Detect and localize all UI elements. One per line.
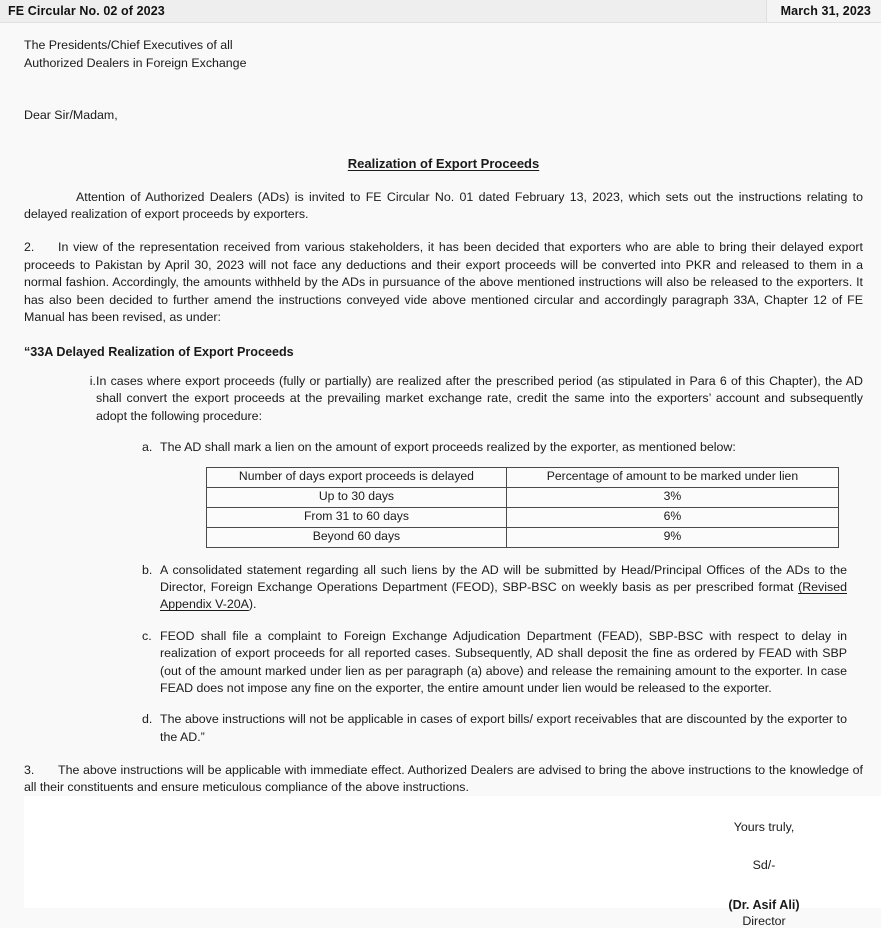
table-row <box>207 508 839 528</box>
list-marker-i: i. <box>89 373 96 388</box>
list-item-d-text: The above instructions will not be applicable in cases of export bills/ export receivables that are discounted by the exporter to the AD.” <box>160 712 847 744</box>
paragraph-2-number: 2. <box>24 240 35 255</box>
circular-reference: FE Circular No. 02 of 2023 <box>8 4 165 18</box>
list-item-a-text: The AD shall mark a lien on the amount of export proceeds realized by the exporter, as mentioned below: <box>160 439 736 454</box>
closing-salutation: Yours truly, <box>733 820 795 834</box>
list-item-i-text: In cases where export proceeds (fully or partially) are realized after the prescribed period (as stipulated in Para 6 of this Chapter), the AD shall convert the export proceeds at the prevailing market exchange rate, credit the same into the exporters’ account and subsequently adopt the following procedure: <box>96 373 863 423</box>
signature-footer <box>24 796 881 928</box>
table-header-row <box>207 468 839 488</box>
signature-column <box>624 796 881 928</box>
letter-body <box>0 23 881 833</box>
table-header-days: Number of days export proceeds is delayed <box>207 468 507 488</box>
list-item-b-text-part2: ). <box>248 597 257 612</box>
table-cell-percentage: 3% <box>506 488 838 508</box>
list-item-c <box>142 628 847 697</box>
roman-list <box>24 373 863 425</box>
paragraph-3-text: The above instructions will be applicable with immediate effect. Authorized Dealers are advised to bring the above instructions to the knowledge of all their constituents and ensure meticulous compliance of the above instructions. <box>24 762 863 795</box>
section-heading-33a: “33A Delayed Realization of Export Proceeds <box>24 345 294 360</box>
subject-line-wrap <box>24 155 863 172</box>
addressee-block <box>24 37 863 73</box>
signed-mark: Sd/- <box>752 858 776 872</box>
table-cell-days: From 31 to 60 days <box>207 508 507 528</box>
alpha-list <box>24 439 863 746</box>
paragraph-2-text: In view of the representation received from various stakeholders, it has been decided that exporters who are able to bring their delayed export proceeds to Pakistan by April 30, 2023 will not face any deductions and their export proceeds will be converted into PKR and released to them in a normal fashion. Accordingly, the amounts withheld by the ADs in pursuance of the above mentioned instructions will also be released to the exporters. It has also been decided to further amend the instructions conveyed vide above mentioned circular and accordingly paragraph 33A, Chapter 12 of FE Manual has been revised, as under: <box>24 240 863 324</box>
list-marker-c: c. <box>142 628 152 643</box>
table-cell-days: Up to 30 days <box>207 488 507 508</box>
table-row <box>207 527 839 547</box>
table-cell-percentage: 9% <box>506 527 838 547</box>
table-cell-percentage: 6% <box>506 508 838 528</box>
paragraph-3 <box>24 762 863 797</box>
document-header-band <box>0 0 881 23</box>
table-row <box>207 488 839 508</box>
header-date-cell <box>766 0 881 22</box>
list-item-i <box>52 373 863 425</box>
list-item-a <box>142 439 847 456</box>
paragraph-3-number: 3. <box>24 762 35 777</box>
revised-appendix-link[interactable]: (Revised Appendix V-20A <box>160 580 847 612</box>
list-marker-b: b. <box>142 562 153 577</box>
circular-date: March 31, 2023 <box>780 4 871 18</box>
paragraph-2 <box>24 239 863 326</box>
addressee-line-2: Authorized Dealers in Foreign Exchange <box>24 55 247 70</box>
subject-line: Realization of Export Proceeds <box>347 156 540 172</box>
lien-percentage-table <box>206 467 839 547</box>
list-item-b-text-part1: A consolidated statement regarding all such liens by the AD will be submitted by Head/Principal Offices of the ADs to the Director, Foreign Exchange Operations Department (FEOD), SBP-BSC on weekly basis as per prescribed format <box>160 562 847 595</box>
signatory-name: (Dr. Asif Ali) <box>728 898 800 912</box>
list-item-b <box>142 562 847 614</box>
addressee-line-1: The Presidents/Chief Executives of all <box>24 38 233 52</box>
table-header-percentage: Percentage of amount to be marked under lien <box>506 468 838 488</box>
paragraph-1: Attention of Authorized Dealers (ADs) is invited to FE Circular No. 01 dated February 13, 2023, which sets out the instructions relating to delayed realization of export proceeds by exporters. <box>24 189 863 222</box>
list-marker-a: a. <box>142 439 153 454</box>
table-cell-days: Beyond 60 days <box>207 527 507 547</box>
signatory-designation: Director <box>742 914 786 928</box>
lien-table-wrap <box>206 467 863 547</box>
list-item-c-text: FEOD shall file a complaint to Foreign Exchange Adjudication Department (FEAD), SBP-BSC with respect to delay in realization of export proceeds for all reported cases. Subsequently, AD shall deposit the fine as ordered by FEAD with SBP (out of the amount marked under lien as per paragraph (a) above) and release the remaining amount to the exporter. In case FEAD does not impose any fine on the exporter, the entire amount under lien would be released to the exporter. <box>160 628 847 695</box>
list-item-d <box>142 711 847 746</box>
salutation: Dear Sir/Madam, <box>24 107 118 122</box>
list-marker-d: d. <box>142 712 153 727</box>
